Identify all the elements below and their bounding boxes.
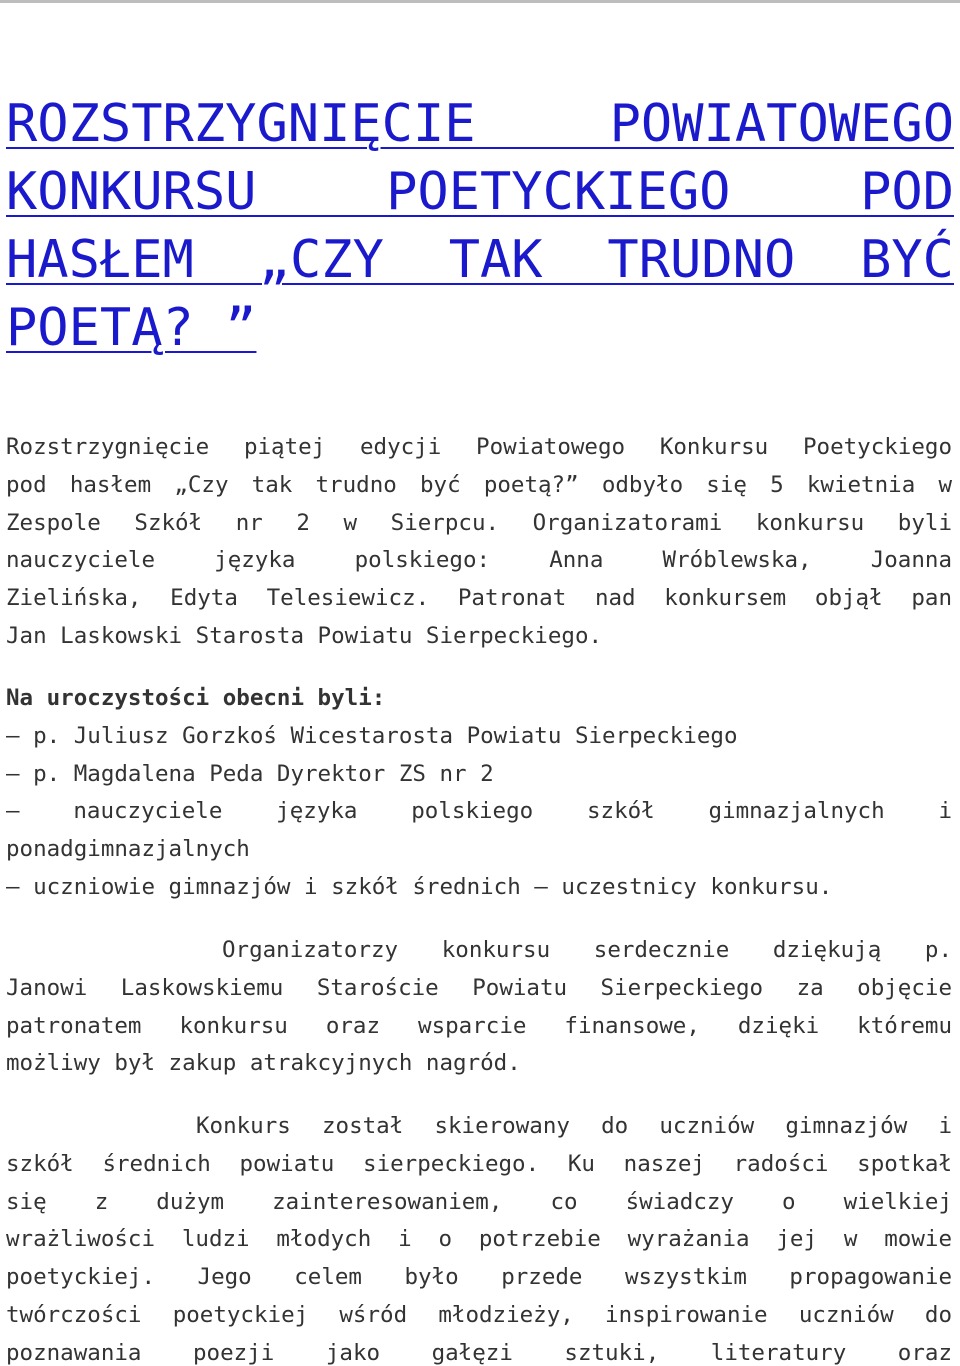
text-line: poetyckiej. Jego celem było przede wszystkim propagowanie xyxy=(6,1264,952,1291)
attendee-line: – nauczyciele języka polskiego szkół gimnazjalnych i xyxy=(6,798,952,825)
thanks-paragraph xyxy=(6,932,952,1083)
title-line: KONKURSU POETYCKIEGO POD xyxy=(6,162,954,222)
attendee-line: – p. Magdalena Peda Dyrektor ZS nr 2 xyxy=(6,760,494,787)
attendee-line: ponadgimnazjalnych xyxy=(6,836,250,863)
text-line: patronatem konkursu oraz wsparcie finansowe, dzięki któremu xyxy=(6,1012,952,1039)
text-line: możliwy był zakup atrakcyjnych nagród. xyxy=(6,1050,521,1077)
attendee-line: – p. Juliusz Gorzkoś Wicestarosta Powiatu Sierpeckiego xyxy=(6,722,738,749)
text-line: Organizatorzy konkursu serdecznie dziękują p. xyxy=(222,937,952,963)
attendee-line: – uczniowie gimnazjów i szkół średnich – uczestnicy konkursu. xyxy=(6,873,833,900)
text-line: twórczości poetyckiej wśród młodzieży, inspirowanie uczniów do xyxy=(6,1301,952,1328)
title-line: HASŁEM „CZY TAK TRUDNO BYĆ xyxy=(6,230,954,290)
attendees-section xyxy=(6,680,952,907)
text-line: pod hasłem „Czy tak trudno być poetą?” odbyło się 5 kwietnia w xyxy=(6,471,952,498)
text-line: nauczyciele języka polskiego: Anna Wróblewska, Joanna xyxy=(6,547,952,574)
text-line: Konkurs został skierowany do uczniów gimnazjów i xyxy=(196,1113,952,1139)
about-paragraph xyxy=(6,1108,952,1366)
top-divider xyxy=(0,0,960,3)
text-line: Janowi Laskowskiemu Staroście Powiatu Sierpeckiego za objęcie xyxy=(6,974,952,1001)
text-line: szkół średnich powiatu sierpeckiego. Ku naszej radości spotkał xyxy=(6,1150,952,1177)
page-title xyxy=(6,90,954,362)
title-line: ROZSTRZYGNIĘCIE POWIATOWEGO xyxy=(6,94,954,154)
title-link[interactable] xyxy=(6,90,954,362)
attendees-heading: Na uroczystości obecni byli: xyxy=(6,685,386,711)
text-line: się z dużym zainteresowaniem, co świadczy o wielkiej xyxy=(6,1188,952,1215)
text-line: wrażliwości ludzi młodych i o potrzebie wyrażania jej w mowie xyxy=(6,1226,952,1253)
text-line: Zielińska, Edyta Telesiewicz. Patronat nad konkursem objął pan xyxy=(6,585,952,612)
text-line: Jan Laskowski Starosta Powiatu Sierpeckiego. xyxy=(6,622,603,649)
title-line: POETĄ? ” xyxy=(6,298,257,358)
text-line: Zespole Szkół nr 2 w Sierpcu. Organizatorami konkursu byli xyxy=(6,509,952,536)
intro-paragraph xyxy=(6,429,952,656)
text-line: Rozstrzygnięcie piątej edycji Powiatowego Konkursu Poetyckiego xyxy=(6,434,952,460)
text-line: poznawania poezji jako gałęzi sztuki, literatury oraz xyxy=(6,1339,952,1366)
